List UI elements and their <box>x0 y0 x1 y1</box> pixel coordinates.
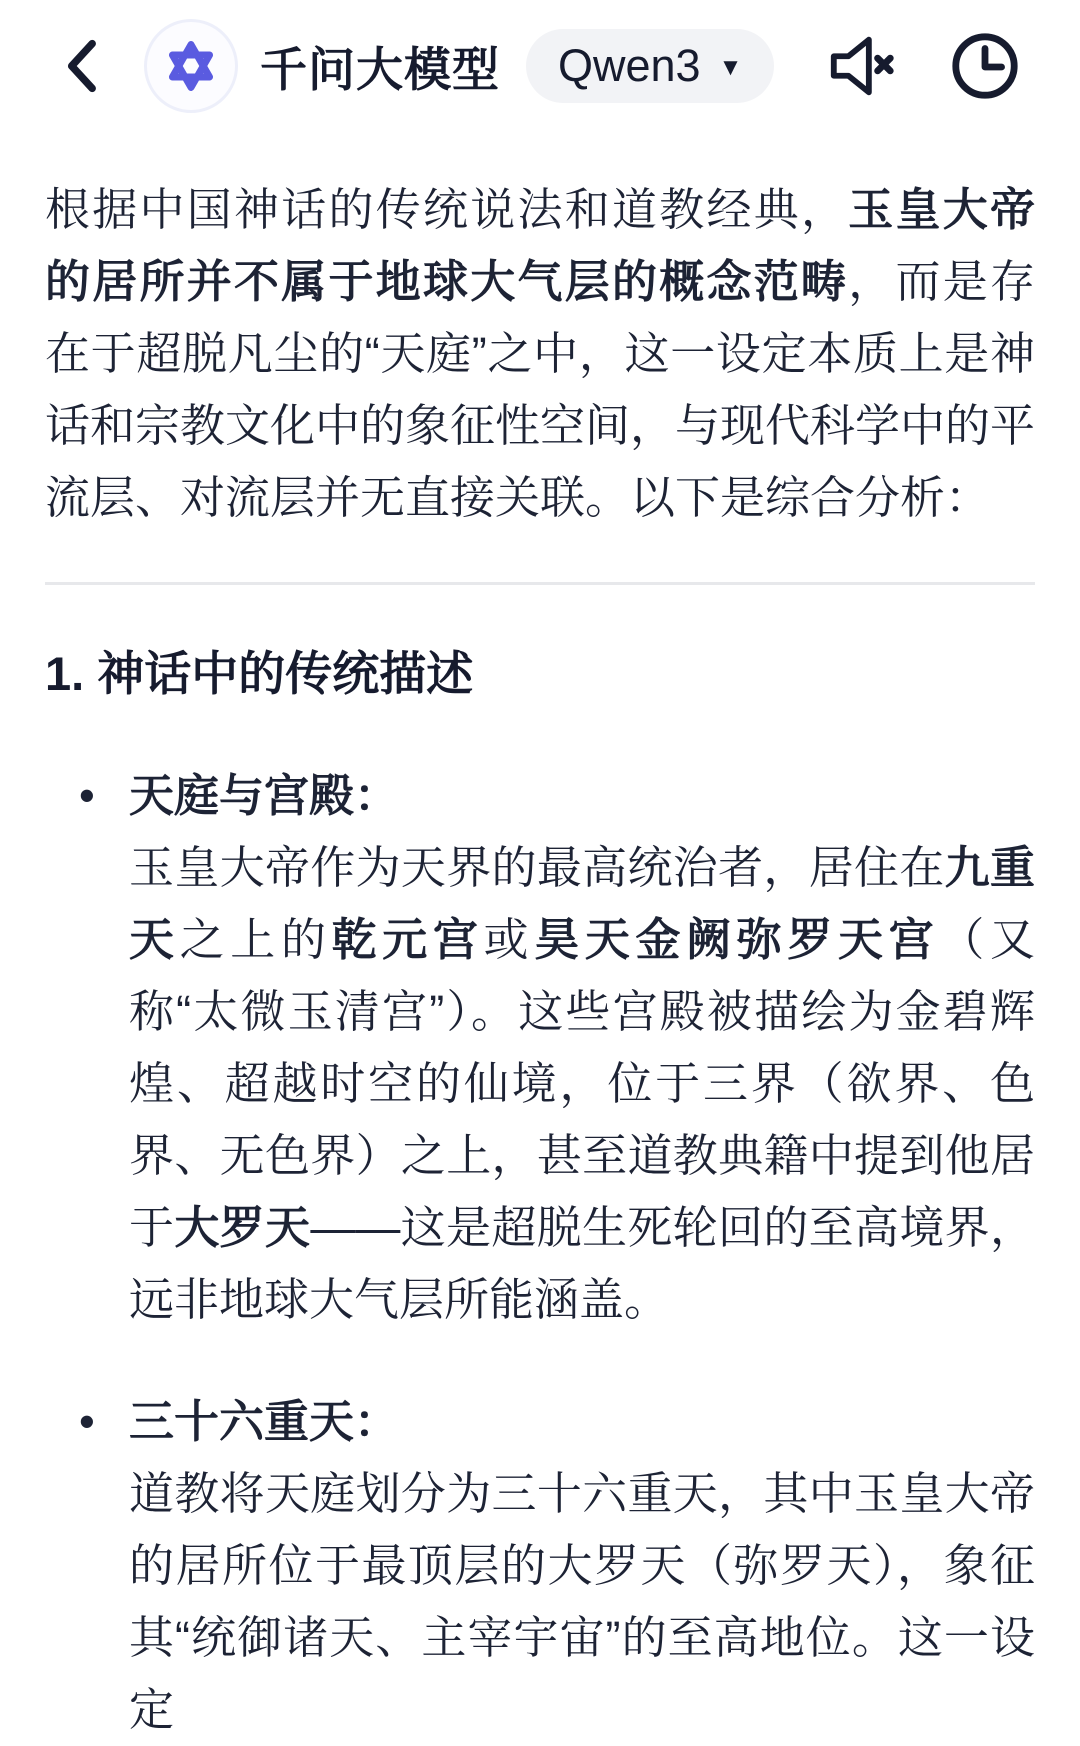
bullet-title: • 天庭与宫殿： <box>129 770 400 821</box>
section-heading: 1. 神话中的传统描述 <box>45 647 474 700</box>
qwen-logo-icon <box>162 37 220 95</box>
model-selector-button[interactable] <box>526 29 774 103</box>
mute-button[interactable] <box>826 34 900 98</box>
top-bar <box>0 0 1080 124</box>
chevron-down-icon: ▼ <box>718 54 743 81</box>
back-chevron-icon <box>64 38 98 94</box>
model-name: Qwen3 <box>558 40 701 91</box>
bullet-body: 玉皇大帝作为天界的最高统治者，居住在九重天之上的乾元宫或昊天金阙弥罗天宫（又称“太微玉清宫”）。这些宫殿被描绘为金碧辉煌、超越时空的仙境，位于三界（欲界、色界、无色界）之上，甚至道教典籍中提到他居于大罗天——这是超脱生死轮回的至高境界，远非地球大气层所能涵盖。 <box>129 842 1035 1325</box>
section-divider <box>45 582 1035 585</box>
back-button[interactable] <box>64 38 98 94</box>
list-item-thirtysix-heavens <box>129 1386 1035 1746</box>
app-title: 千问大模型 <box>260 42 500 96</box>
history-button[interactable] <box>948 29 1022 103</box>
assistant-message[interactable] <box>0 174 1080 1746</box>
bullet-body: 道教将天庭划分为三十六重天，其中玉皇大帝的居所位于最顶层的大罗天（弥罗天），象征其“统御诸天、主宰宇宙”的至高地位。这一设定 <box>129 1468 1035 1735</box>
clock-history-icon <box>948 29 1022 103</box>
bullet-list <box>45 760 1035 1746</box>
bullet-title: • 三十六重天： <box>129 1396 400 1447</box>
speaker-mute-icon <box>826 34 900 98</box>
list-item-heavenly-court <box>129 760 1035 1336</box>
intro-paragraph: 根据中国神话的传统说法和道教经典，玉皇大帝的居所并不属于地球大气层的概念范畴，而是存在于超脱凡尘的“天庭”之中，这一设定本质上是神话和宗教文化中的象征性空间，与现代科学中的平流层、对流层并无直接关联。以下是综合分析： <box>45 184 1036 523</box>
avatar <box>144 19 238 113</box>
